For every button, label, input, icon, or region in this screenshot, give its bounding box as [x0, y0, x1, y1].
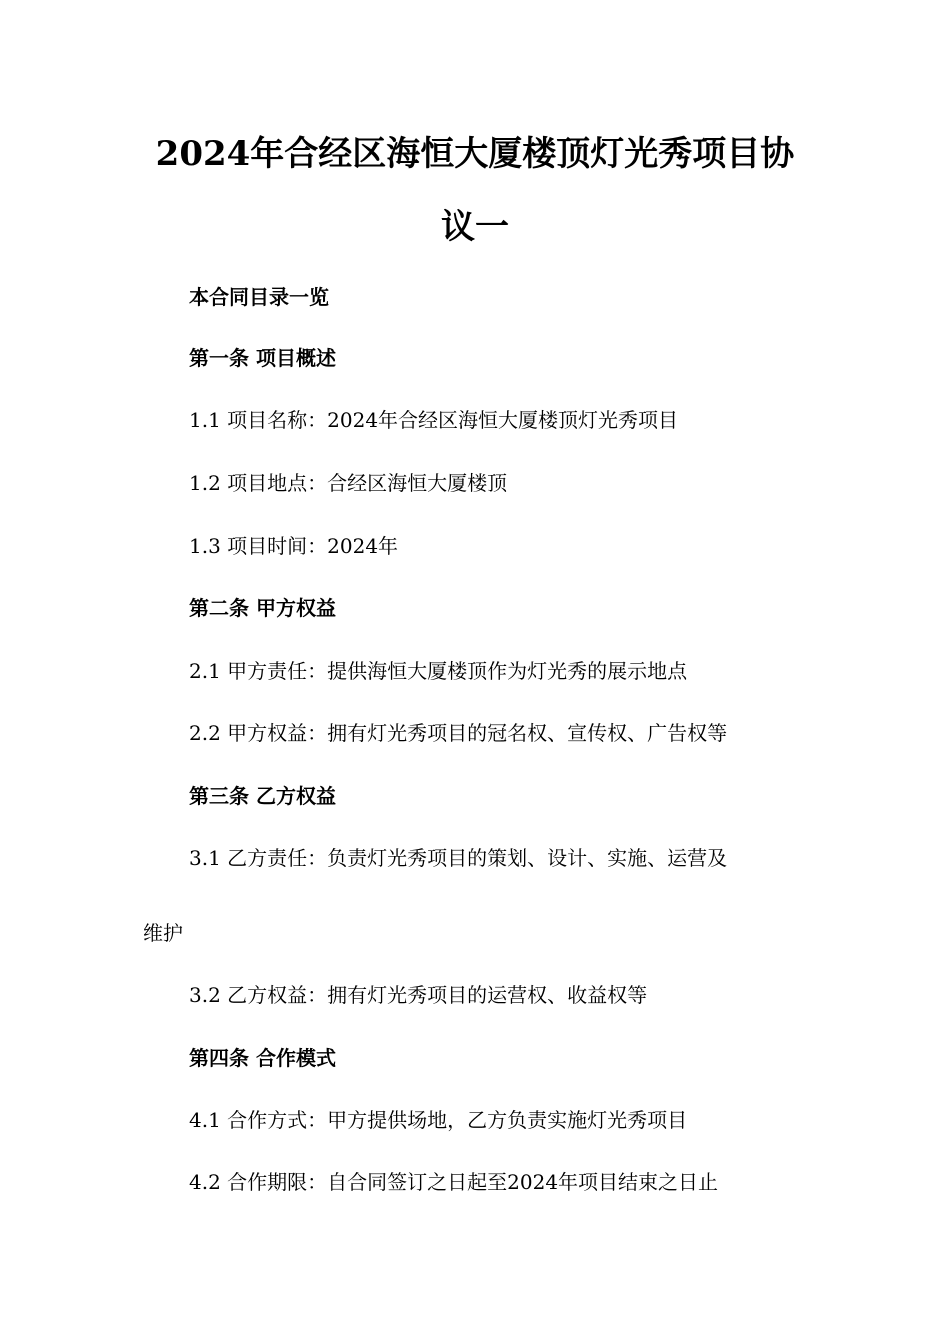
clause-4-1: 4.1 合作方式：甲方提供场地，乙方负责实施灯光秀项目 [189, 1108, 688, 1132]
clause-4-2: 4.2 合作期限：自合同签订之日起至2024年项目结束之日止 [189, 1170, 719, 1194]
clause-1-2: 1.2 项目地点：合经区海恒大厦楼顶 [189, 471, 508, 495]
section-heading-2: 第二条 甲方权益 [189, 596, 336, 620]
clause-2-2: 2.2 甲方权益：拥有灯光秀项目的冠名权、宣传权、广告权等 [189, 721, 728, 745]
clause-1-3: 1.3 项目时间：2024年 [189, 534, 399, 558]
clause-1-1: 1.1 项目名称：2024年合经区海恒大厦楼顶灯光秀项目 [189, 408, 679, 432]
section-heading-1: 第一条 项目概述 [189, 346, 336, 370]
toc-heading: 本合同目录一览 [189, 285, 329, 309]
document-title-line-2: 议一 [441, 207, 509, 247]
section-heading-3: 第三条 乙方权益 [189, 784, 336, 808]
clause-3-2: 3.2 乙方权益：拥有灯光秀项目的运营权、收益权等 [189, 983, 648, 1007]
clause-3-1-continuation: 维护 [143, 921, 183, 945]
clause-3-1: 3.1 乙方责任：负责灯光秀项目的策划、设计、实施、运营及 [189, 846, 728, 870]
section-heading-4: 第四条 合作模式 [189, 1046, 336, 1070]
clause-2-1: 2.1 甲方责任：提供海恒大厦楼顶作为灯光秀的展示地点 [189, 659, 688, 683]
document-title-line-1: 2024年合经区海恒大厦楼顶灯光秀项目协 [155, 134, 795, 174]
